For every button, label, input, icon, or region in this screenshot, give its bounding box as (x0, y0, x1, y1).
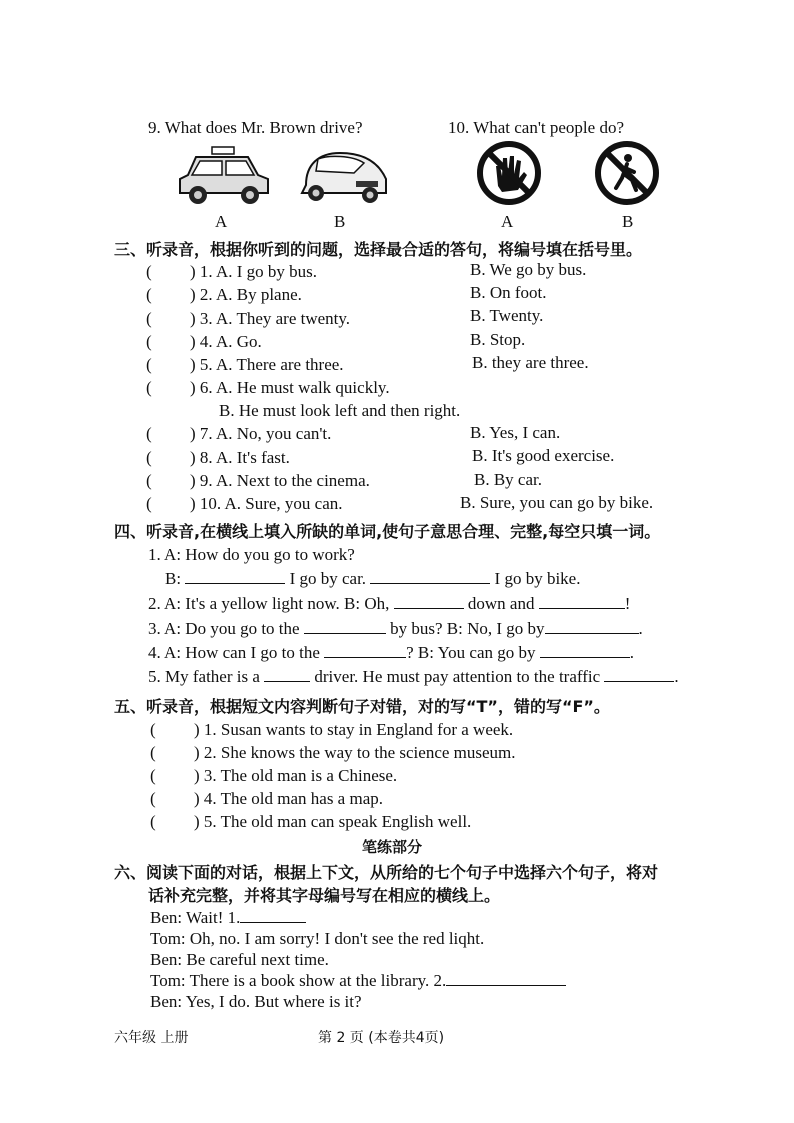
s3-item-10-b: B. Sure, you can go by bike. (460, 493, 654, 512)
answer-blank[interactable] (604, 667, 674, 682)
s4-line-4: 3. A: Do you go to the by bus? B: No, I go by . (148, 619, 643, 638)
s3-item-9: ( ) 9. A. Next to the cinema. (146, 471, 370, 490)
dialogue-line-2: Tom: Oh, no. I am sorry! I don't see the red liqht. (150, 929, 485, 948)
taxi-image (176, 145, 271, 207)
section3-heading: 三、听录音，根据你听到的问题，选择最合适的答句，将编号填在括号里。 (114, 240, 643, 259)
s5-item-2: ( ) 2. She knows the way to the science museum. (150, 743, 516, 762)
footer-page-number: 第 2 页 (本卷共4页) (318, 1030, 445, 1046)
footer-grade: 六年级 上册 (114, 1030, 189, 1046)
q9-option-b: B (334, 212, 346, 231)
s3-item-8: ( ) 8. A. It's fast. (146, 448, 290, 467)
s5-item-3: ( ) 3. The old man is a Chinese. (150, 766, 398, 785)
section4-heading: 四、听录音,在横线上填入所缺的单词,使句子意思合理、完整,每空只填一词。 (114, 522, 661, 541)
section6-heading-1: 六、阅读下面的对话，根据上下文，从所给的七个句子中选择六个句子，将对 (114, 863, 659, 882)
answer-blank[interactable] (539, 594, 625, 609)
s3-item-6-b: B. He must look left and then right. (219, 401, 461, 420)
s3-item-5-b: B. they are three. (472, 353, 589, 372)
s3-item-3-b: B. Twenty. (470, 306, 544, 325)
dialogue-line-5: Ben: Yes, I do. But where is it? (150, 992, 362, 1011)
s3-item-6: ( ) 6. A. He must walk quickly. (146, 378, 390, 397)
s3-item-2: ( ) 2. A. By plane. (146, 285, 302, 304)
s4-line-1: 1. A: How do you go to work? (148, 545, 355, 564)
s4-line-3: 2. A: It's a yellow light now. B: Oh, down and ! (148, 594, 631, 613)
written-section-title: 笔练部分 (362, 838, 423, 856)
dialogue-line-3: Ben: Be careful next time. (150, 950, 329, 969)
car-image (296, 145, 391, 207)
q10-option-a: A (501, 212, 514, 231)
s3-item-4: ( ) 4. A. Go. (146, 332, 262, 351)
s3-item-9-b: B. By car. (474, 470, 542, 489)
s3-item-1-b: B. We go by bus. (470, 260, 587, 279)
dialogue-line-1: Ben: Wait! 1. (150, 908, 306, 928)
s5-item-4: ( ) 4. The old man has a map. (150, 789, 384, 808)
q9-question: 9. What does Mr. Brown drive? (148, 118, 363, 137)
answer-blank[interactable] (324, 643, 406, 658)
prohibited-hand-icon (476, 140, 542, 206)
section6-heading-2: 话补充完整，并将其字母编号写在相应的横线上。 (148, 886, 501, 905)
s5-item-5: ( ) 5. The old man can speak English well. (150, 812, 472, 831)
s4-line-6: 5. My father is a driver. He must pay attention to the traffic . (148, 667, 679, 686)
answer-blank[interactable] (370, 569, 490, 584)
s3-item-10: ( ) 10. A. Sure, you can. (146, 494, 343, 513)
section5-heading: 五、听录音，根据短文内容判断句子对错，对的写“T”，错的写“F”。 (114, 697, 610, 716)
answer-blank[interactable] (185, 569, 285, 584)
answer-blank[interactable] (540, 643, 630, 658)
s3-item-7: ( ) 7. A. No, you can't. (146, 424, 332, 443)
s3-item-5: ( ) 5. A. There are three. (146, 355, 344, 374)
answer-blank[interactable] (446, 971, 566, 986)
dialogue-line-4: Tom: There is a book show at the library. 2. (150, 971, 566, 991)
answer-blank[interactable] (304, 619, 386, 634)
s3-item-4-b: B. Stop. (470, 330, 526, 349)
s3-item-3: ( ) 3. A. They are twenty. (146, 309, 351, 328)
q10-option-b: B (622, 212, 634, 231)
answer-blank[interactable] (394, 594, 464, 609)
s3-item-1: ( ) 1. A. I go by bus. (146, 262, 318, 281)
s5-item-1: ( ) 1. Susan wants to stay in England for a week. (150, 720, 514, 739)
no-pedestrian-icon (594, 140, 660, 206)
answer-blank[interactable] (264, 667, 310, 682)
answer-blank[interactable] (545, 619, 639, 634)
s4-line-5: 4. A: How can I go to the ? B: You can go by . (148, 643, 635, 662)
q9-option-a: A (215, 212, 228, 231)
s3-item-8-b: B. It's good exercise. (472, 446, 615, 465)
answer-blank[interactable] (240, 908, 306, 923)
s4-line-2: B: I go by car. I go by bike. (165, 569, 581, 588)
s3-item-2-b: B. On foot. (470, 283, 547, 302)
q10-question: 10. What can't people do? (448, 118, 624, 137)
s3-item-7-b: B. Yes, I can. (470, 423, 561, 442)
